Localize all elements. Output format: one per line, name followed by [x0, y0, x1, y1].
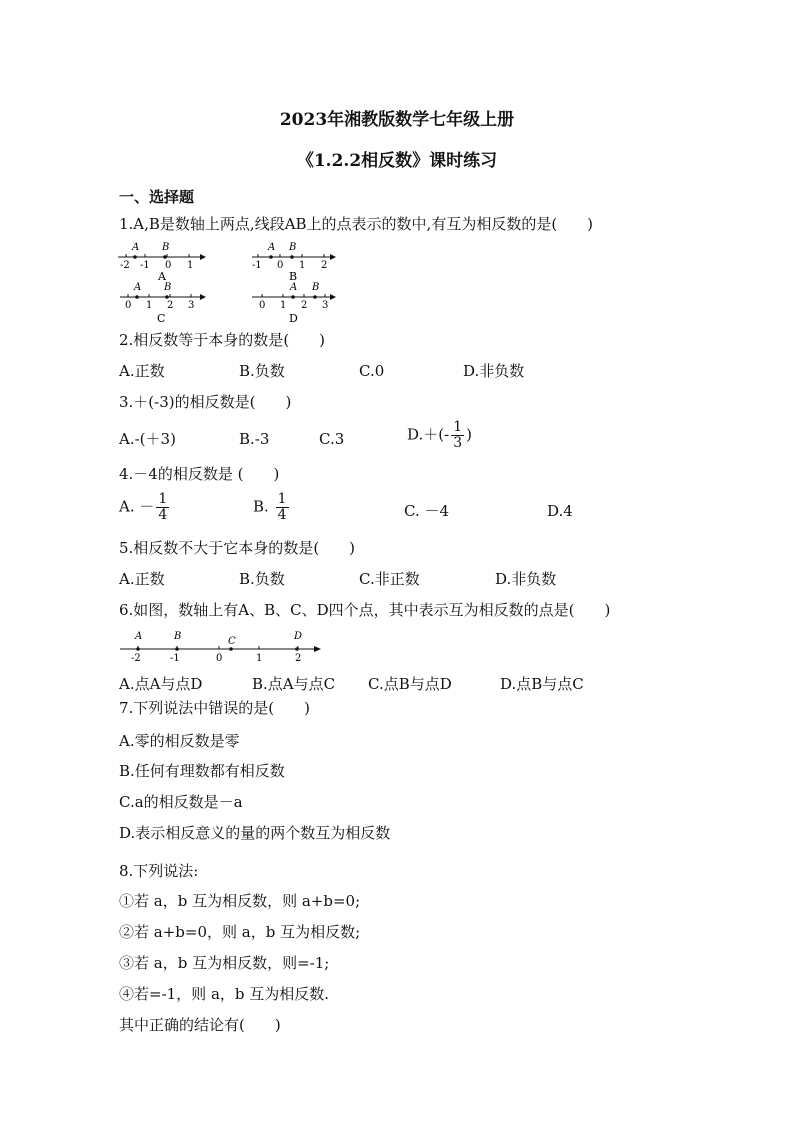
q7-option-a: A.零的相反数是零 — [119, 732, 240, 750]
fraction-denominator: 3 — [453, 435, 463, 451]
q5-option-a: A.正数 — [119, 570, 165, 588]
q1c-point-b — [165, 295, 169, 299]
fraction-denominator: 4 — [277, 507, 287, 523]
q1d-label-a: A — [290, 282, 298, 293]
q3-option-b: B.-3 — [239, 430, 270, 448]
q1d-tick: 1 — [280, 300, 287, 311]
q1a-tick: -1 — [140, 260, 150, 271]
q2-option-a: A.正数 — [119, 362, 165, 380]
q6-tick: -1 — [170, 653, 180, 664]
q4-option-a-prefix: A. － — [119, 497, 155, 516]
q6-point-d — [295, 647, 299, 651]
q1c-label-b: B — [164, 282, 172, 293]
q1a-caption: A — [158, 270, 166, 283]
q1-number-line-a — [118, 242, 206, 283]
q6-label-b: B — [174, 631, 182, 642]
q3-option-d — [407, 420, 472, 451]
q6-tick: 0 — [216, 653, 223, 664]
q1c-caption: C — [157, 312, 166, 325]
q4-option-b-prefix: B. — [253, 497, 269, 516]
q6-option-a: A.点A与点D — [119, 675, 203, 693]
question-1-number-lines — [112, 236, 352, 328]
q1a-tick: 1 — [187, 260, 194, 271]
q3-option-d-prefix: D.＋(- — [407, 425, 450, 444]
q1c-tick: 0 — [125, 300, 132, 311]
q5-option-c: C.非正数 — [359, 570, 420, 588]
q8-statement-1: ①若 a，b 互为相反数，则 a+b=0; — [119, 892, 361, 910]
q7-option-c: C.a的相反数是－a — [119, 793, 243, 811]
fraction-numerator: 1 — [158, 491, 168, 507]
q2-option-b: B.负数 — [239, 362, 285, 380]
question-7-stem: 7.下列说法中错误的是( ) — [119, 699, 311, 717]
q1b-label-b: B — [289, 242, 297, 253]
q1a-point-a — [133, 255, 137, 259]
q1-number-line-c — [120, 282, 206, 325]
q1d-point-b — [313, 295, 317, 299]
q1b-caption: B — [289, 270, 298, 283]
q6-label-c: C — [228, 636, 236, 647]
q2-option-c: C.0 — [359, 362, 385, 380]
q1d-tick: 0 — [259, 300, 266, 311]
q5-option-d: D.非负数 — [495, 570, 557, 588]
question-4-stem: 4.－4的相反数是 ( ) — [119, 465, 280, 483]
q6-point-c — [229, 647, 233, 651]
q3-fraction — [451, 420, 464, 451]
q1c-label-a: A — [134, 282, 142, 293]
q6-point-b — [175, 647, 179, 651]
q1b-point-a — [269, 255, 273, 259]
q6-option-c: C.点B与点D — [368, 675, 452, 693]
q8-closing: 其中正确的结论有( ) — [119, 1016, 281, 1034]
q6-point-a — [136, 647, 140, 651]
question-5-stem: 5.相反数不大于它本身的数是( ) — [119, 539, 356, 557]
q4-option-c: C. －4 — [404, 502, 450, 520]
q4-fraction-b — [276, 492, 289, 523]
fraction-numerator: 1 — [453, 419, 463, 435]
q1-number-line-b — [252, 242, 336, 283]
page-title: 2023年湘教版数学七年级上册 — [279, 110, 515, 130]
q1d-label-b: B — [312, 282, 320, 293]
q4-option-d: D.4 — [547, 502, 573, 520]
question-3-stem: 3.＋(-3)的相反数是( ) — [119, 393, 292, 411]
q6-tick: 2 — [295, 653, 302, 664]
fraction-denominator: 4 — [158, 507, 168, 523]
q1b-tick: 2 — [321, 260, 328, 271]
q6-label-a: A — [135, 631, 143, 642]
q6-tick: -2 — [131, 653, 141, 664]
q1b-tick: -1 — [252, 260, 262, 271]
q7-option-d: D.表示相反意义的量的两个数互为相反数 — [119, 824, 391, 842]
q1c-tick: 2 — [167, 300, 174, 311]
q1a-tick: -2 — [120, 260, 130, 271]
q1a-tick: 0 — [165, 260, 172, 271]
q6-option-b: B.点A与点C — [252, 675, 336, 693]
q1d-point-a — [291, 295, 295, 299]
q2-option-d: D.非负数 — [463, 362, 525, 380]
q1-number-line-d — [252, 282, 336, 325]
q1d-caption: D — [289, 312, 298, 325]
q6-number-line — [114, 627, 328, 667]
fraction-numerator: 1 — [277, 491, 287, 507]
page-subtitle: 《1.2.2相反数》课时练习 — [296, 151, 498, 171]
q1a-label-a: A — [132, 242, 140, 253]
q8-statement-4: ④若=-1，则 a，b 互为相反数. — [119, 985, 330, 1003]
q1b-tick: 0 — [277, 260, 284, 271]
q1d-tick: 2 — [301, 300, 308, 311]
question-6-stem: 6.如图，数轴上有A、B、C、D四个点，其中表示互为相反数的点是( ) — [119, 601, 611, 619]
q8-statement-2: ②若 a+b=0，则 a，b 互为相反数; — [119, 923, 361, 941]
q1a-label-b: B — [162, 242, 170, 253]
question-1-stem: 1.A,B是数轴上两点,线段AB上的点表示的数中,有互为相反数的是( ) — [119, 215, 594, 233]
q5-option-b: B.负数 — [239, 570, 285, 588]
q3-option-d-suffix: ) — [466, 425, 472, 444]
q4-option-b — [253, 492, 291, 523]
q1c-tick: 1 — [146, 300, 153, 311]
q1b-point-b — [290, 255, 294, 259]
question-8-stem: 8.下列说法: — [119, 862, 199, 880]
q6-tick: 1 — [256, 653, 263, 664]
q1b-label-a: A — [268, 242, 276, 253]
q4-option-a — [119, 492, 171, 523]
section-heading: 一、选择题 — [119, 188, 195, 206]
q6-label-d: D — [294, 631, 303, 642]
q8-statement-3: ③若 a，b 互为相反数，则=-1; — [119, 954, 330, 972]
q1b-tick: 1 — [299, 260, 306, 271]
q1c-tick: 3 — [188, 300, 195, 311]
q7-option-b: B.任何有理数都有相反数 — [119, 762, 285, 780]
question-2-stem: 2.相反数等于本身的数是( ) — [119, 331, 326, 349]
q3-option-c: C.3 — [319, 430, 345, 448]
q6-option-d: D.点B与点C — [500, 675, 584, 693]
q3-option-a: A.-(＋3) — [119, 430, 176, 448]
q4-fraction-a — [156, 492, 169, 523]
q1c-point-a — [135, 295, 139, 299]
q1a-point-b — [163, 255, 167, 259]
q1d-tick: 3 — [322, 300, 329, 311]
